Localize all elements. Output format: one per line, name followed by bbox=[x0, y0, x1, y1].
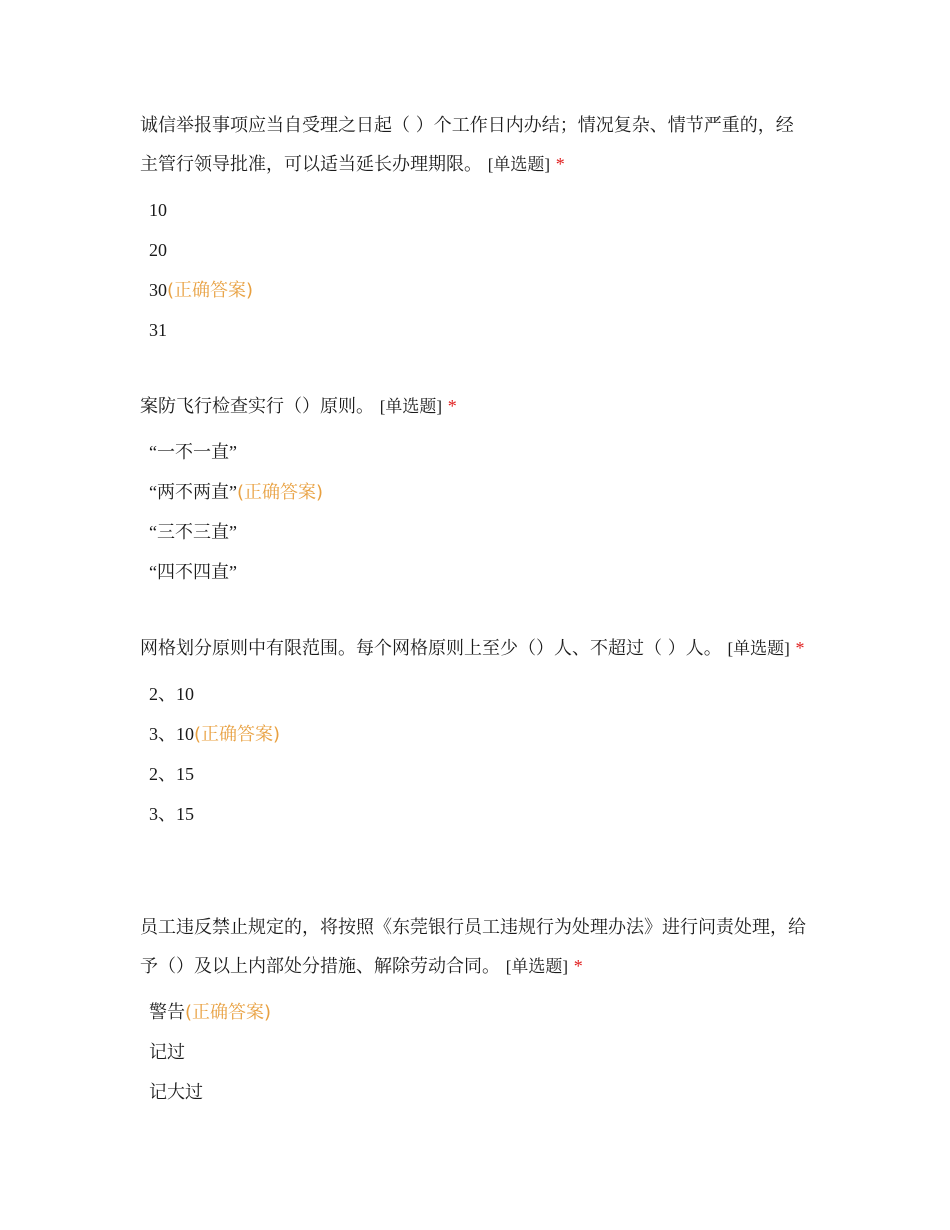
question-3 bbox=[140, 629, 808, 834]
required-mark: * bbox=[447, 396, 457, 416]
option-text: 2、10 bbox=[149, 684, 194, 704]
question-type-tag: [单选题] bbox=[487, 155, 551, 174]
option-item[interactable] bbox=[140, 270, 808, 310]
option-item[interactable] bbox=[140, 754, 808, 794]
correct-answer-mark: (正确答案) bbox=[194, 724, 281, 745]
option-text: “四不四直” bbox=[149, 562, 237, 582]
option-text: 警告 bbox=[149, 1002, 185, 1022]
option-item[interactable] bbox=[140, 1072, 808, 1112]
question-title bbox=[140, 629, 808, 668]
option-list bbox=[140, 674, 808, 834]
option-item[interactable] bbox=[140, 310, 808, 350]
option-item[interactable] bbox=[140, 190, 808, 230]
required-mark: * bbox=[795, 638, 805, 658]
option-item[interactable] bbox=[140, 714, 808, 754]
question-type-tag: [单选题] bbox=[727, 639, 790, 658]
correct-answer-mark: (正确答案) bbox=[185, 1002, 272, 1023]
question-4 bbox=[140, 909, 808, 1112]
question-2 bbox=[140, 387, 808, 592]
required-mark: * bbox=[555, 154, 565, 174]
option-text: “三不三直” bbox=[149, 522, 237, 542]
option-item[interactable] bbox=[140, 1032, 808, 1072]
question-text: 诚信举报事项应当自受理之日起（ ）个工作日内办结；情况复杂、情节严重的，经主管行领导批准，可以适当延长办理期限。 bbox=[140, 115, 794, 175]
option-text: 记大过 bbox=[149, 1082, 203, 1102]
question-1 bbox=[140, 107, 808, 350]
question-type-tag: [单选题] bbox=[505, 957, 569, 976]
option-item[interactable] bbox=[140, 472, 808, 512]
option-text: 2、15 bbox=[149, 764, 194, 784]
option-item[interactable] bbox=[140, 432, 808, 472]
question-title bbox=[140, 107, 808, 184]
question-text: 案防飞行检查实行（）原则。 bbox=[140, 396, 374, 417]
correct-answer-mark: (正确答案) bbox=[167, 280, 254, 301]
option-text: 30 bbox=[149, 280, 167, 300]
option-list bbox=[140, 992, 808, 1112]
option-text: “两不两直” bbox=[149, 482, 237, 502]
question-text: 网格划分原则中有限范围。每个网格原则上至少（）人、不超过（ ）人。 bbox=[140, 638, 722, 659]
option-text: 10 bbox=[149, 200, 167, 220]
option-item[interactable] bbox=[140, 552, 808, 592]
option-item[interactable] bbox=[140, 794, 808, 834]
option-text: 3、15 bbox=[149, 804, 194, 824]
correct-answer-mark: (正确答案) bbox=[236, 482, 324, 503]
option-item[interactable] bbox=[140, 992, 808, 1032]
option-list bbox=[140, 432, 808, 592]
option-text: 3、10 bbox=[149, 724, 194, 744]
option-text: 31 bbox=[149, 320, 167, 340]
question-title bbox=[140, 909, 808, 986]
option-item[interactable] bbox=[140, 674, 808, 714]
option-item[interactable] bbox=[140, 230, 808, 270]
option-text: 20 bbox=[149, 240, 167, 260]
option-text: 记过 bbox=[149, 1042, 185, 1062]
required-mark: * bbox=[573, 956, 583, 976]
question-text: 员工违反禁止规定的，将按照《东莞银行员工违规行为处理办法》进行问责处理，给予（）及以上内部处分措施、解除劳动合同。 bbox=[140, 917, 806, 977]
question-title bbox=[140, 387, 808, 426]
option-list bbox=[140, 190, 808, 350]
question-type-tag: [单选题] bbox=[379, 397, 443, 416]
option-text: “一不一直” bbox=[149, 442, 237, 462]
option-item[interactable] bbox=[140, 512, 808, 552]
